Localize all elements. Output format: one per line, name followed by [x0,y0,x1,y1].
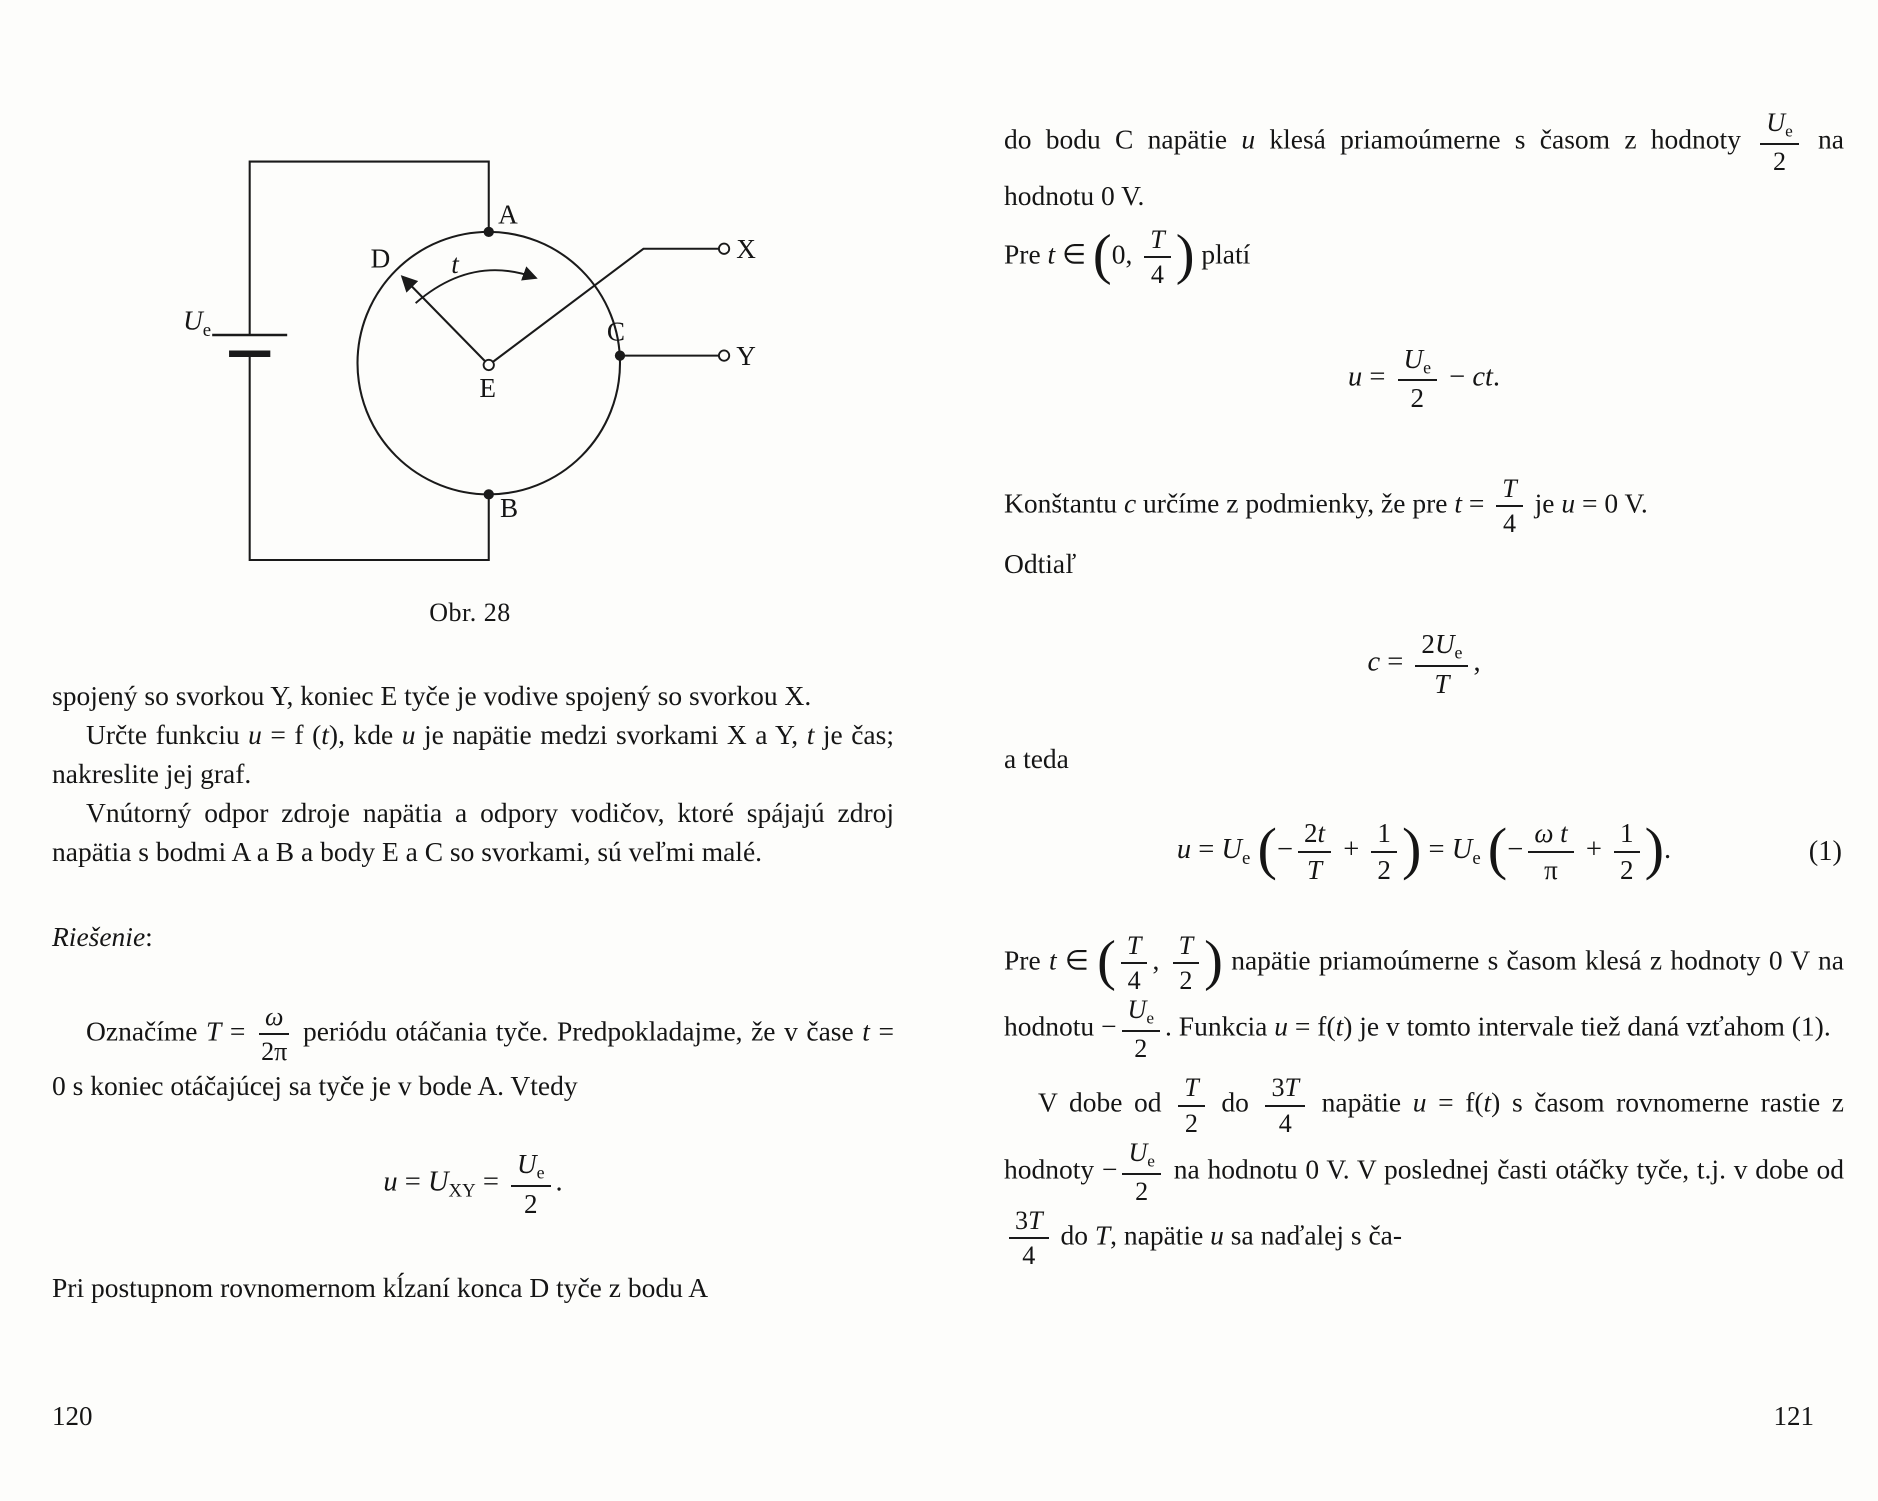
paragraph-1: do bodu C napätie u klesá priamoúmerne s časom z hodnoty $\frac{U_e}{2}$ na hodnotu 0 V. [1004,108,1844,212]
label-ue: $U_e$ [183,305,212,341]
figure-28 [170,110,770,632]
rotation-arrow [416,270,536,303]
equation-1-body: $u = U_e$ (− $\frac{2t}{T}$ + $\frac{1}{2}$ ) = $U_e$ (− $\frac{\text{ω t}}{\pi}$ + $\frac{1}{2}$ ). [1176,816,1672,885]
paragraph-5: Pre t ∈ ( $\frac{T}{4}$ , $\frac{T}{2}$ ) napätie priamoúmerne s časom klesá z hodnoty 0 V na hodnotu − $\frac{U_e}{2}$ . Funkcia u = f(t) je v tomto intervale tiež daná vzťahom (1). [1004,929,1844,1064]
paragraph-3: Vnútorný odpor zdroje napätia a odpory vodičov, ktoré spájajú zdroj napätia s bodmi A a B a body E a C so svorkami, sú veľmi malé. [52,796,894,867]
paragraph-5: Pri postupnom rovnomernom kĺzaní konca D tyče z bodu A [52,1271,709,1303]
label-d: D [370,243,391,274]
label-y: Y [736,341,756,372]
label-a: A [498,199,518,230]
right-page [1004,108,1844,1271]
label-b: B [500,492,519,523]
terminal-x [719,244,729,254]
paragraph-3b: Odtiaľ [1004,548,1077,580]
solution-heading: Riešenie: [52,920,153,952]
label-e: E [479,372,496,403]
paragraph-4: Označíme T = $\frac{\omega}{2\pi}$ periódu otáčania tyče. Predpokladajme, že v čase t = 0 s koniec otáčajúcej sa tyče je v bode A. Vtedy [52,1001,894,1102]
terminal-y [719,350,729,360]
paragraph-4: a teda [1004,743,1069,775]
equation-c: c = $\frac{2U_e}{T}$ , [1367,629,1481,699]
figure-caption: Obr. 28 [429,597,511,627]
paragraph-1: spojený so svorkou Y, koniec E tyče je vodive spojený so svorkou X. [52,679,812,711]
label-x: X [736,234,756,265]
circuit-diagram [170,110,770,579]
junction-dots [484,227,626,500]
battery-icon [212,335,287,354]
paragraph-6: V dobe od $\frac{T}{2}$ do $\frac{3T}{4}$ napätie u = f(t) s časom rovnomerne rastie z hodnoty − $\frac{U_e}{2}$ na hodnotu 0 V. V poslednej časti otáčky tyče, t.j. v dobe od $\frac{3T}{4}$ do T, napätie u sa naďalej s ča- [1004,1073,1845,1271]
paragraph-2: Pre t ∈ (0, $\frac{T}{4}$ ) platí [1004,224,1251,290]
equation-u-linear: u = $\frac{U_e}{2}$ − ct. [1347,343,1501,414]
page-number-left: 120 [52,1400,93,1431]
contact-e [484,360,494,370]
equation-1-number: (1) [1808,835,1842,867]
page-number-right: 121 [1773,1400,1814,1431]
rotating-rod [403,277,489,365]
label-c: C [606,316,625,347]
left-page [52,96,894,1307]
equation-1 [1004,818,1844,885]
equation-uxy: $u = U_{XY}$ = $\frac{U_e}{2}$ . [383,1149,563,1220]
paragraph-2: Určte funkciu u = f (t), kde u je napätie medzi svorkami X a Y, t je čas; nakreslite jej graf. [52,718,894,789]
label-t: t [451,249,459,280]
paragraph-3: Konštantu c určíme z podmienky, že pre t = $\frac{T}{4}$ je u = 0 V. [1004,473,1648,538]
